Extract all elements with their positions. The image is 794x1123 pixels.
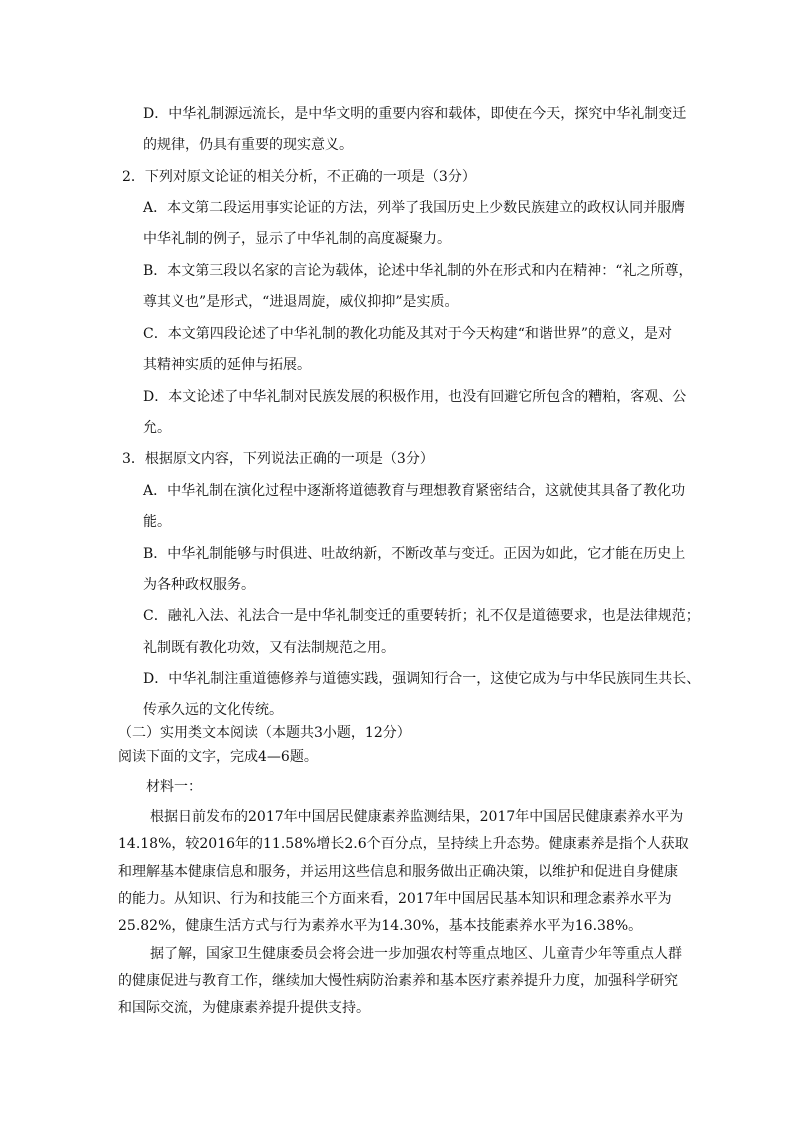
para1-line3: 和理解基本健康信息和服务，并运用这些信息和服务做出正确决策，以维护和促进自身健康 — [118, 864, 678, 880]
q3-option-c-line1: C．融礼入法、礼法合一是中华礼制变迁的重要转折；礼不仅是道德要求，也是法律规范； — [143, 608, 700, 624]
q1-option-d-line2: 的规律，仍具有重要的现实意义。 — [143, 137, 353, 153]
q3-option-c-line2: 礼制既有教化功效，又有法制规范之用。 — [143, 640, 395, 656]
para2-line2: 的健康促进与教育工作，继续加大慢性病防治素养和基本医疗素养提升力度，加强科学研究 — [118, 973, 678, 989]
q2-option-b-line2: 尊其义也”是形式，“进退周旋，威仪抑抑”是实质。 — [143, 294, 459, 310]
q1-option-d-line1: D．中华礼制源远流长，是中华文明的重要内容和载体，即使在今天，探究中华礼制变迁 — [143, 106, 687, 122]
para1-line2: 14.18%，较2016年的11.58%增长2.6个百分点，呈持续上升态势。健康素养是指个人获取 — [118, 836, 689, 852]
section-instruction: 阅读下面的文字，完成4—6题。 — [118, 749, 318, 765]
q3-option-a-line2: 能。 — [143, 514, 171, 530]
q3-option-a-line1: A．中华礼制在演化过程中逐渐将道德教育与理想教育紧密结合，这就使其具备了教化功 — [143, 483, 686, 499]
q2-option-a-line2: 中华礼制的例子，显示了中华礼制的高度凝聚力。 — [143, 231, 451, 247]
q3-option-d-line1: D．中华礼制注重道德修养与道德实践，强调知行合一，这使它成为与中华民族同生共长、 — [143, 671, 701, 687]
para2-line3: 和国际交流，为健康素养提升提供支持。 — [118, 1000, 370, 1016]
section-heading: （二）实用类文本阅读（本题共3小题，12分） — [118, 725, 411, 741]
q2-option-a-line1: A．本文第二段运用事实论证的方法，列举了我国历史上少数民族建立的政权认同并服膺 — [143, 200, 686, 216]
q2-option-d-line1: D．本文论述了中华礼制对民族发展的积极作用，也没有回避它所包含的糟粕，客观、公 — [143, 389, 687, 405]
para1-line1: 根据日前发布的2017年中国居民健康素养监测结果，2017年中国居民健康素养水平为 — [150, 809, 684, 825]
q2-stem: 2．下列对原文论证的相关分析，不正确的一项是（3分） — [122, 169, 476, 185]
para1-line4: 的能力。从知识、行为和技能三个方面来看，2017年中国居民基本知识和理念素养水平为 — [118, 891, 672, 907]
q2-option-c-line1: C．本文第四段论述了中华礼制的教化功能及其对于今天构建“和谐世界”的意义，是对 — [143, 326, 673, 342]
q3-option-b-line1: B．中华礼制能够与时俱进、吐故纳新，不断改革与变迁。正因为如此，它才能在历史上 — [143, 546, 686, 562]
q2-option-b-line1: B．本文第三段以名家的言论为载体，论述中华礼制的外在形式和内在精神：“礼之所尊， — [143, 263, 693, 279]
q3-option-d-line2: 传承久远的文化传统。 — [143, 702, 283, 718]
q3-option-b-line2: 为各种政权服务。 — [143, 577, 255, 593]
material-label: 材料一： — [146, 779, 202, 795]
para2-line1: 据了解，国家卫生健康委员会将会进一步加强农村等重点地区、儿童青少年等重点人群 — [150, 946, 682, 962]
para1-line5: 25.82%，健康生活方式与行为素养水平为14.30%，基本技能素养水平为16.38%。 — [118, 918, 643, 934]
q2-option-c-line2: 其精神实质的延伸与拓展。 — [143, 357, 311, 373]
q3-stem: 3．根据原文内容，下列说法正确的一项是（3分） — [122, 451, 434, 467]
q2-option-d-line2: 允。 — [143, 420, 171, 436]
